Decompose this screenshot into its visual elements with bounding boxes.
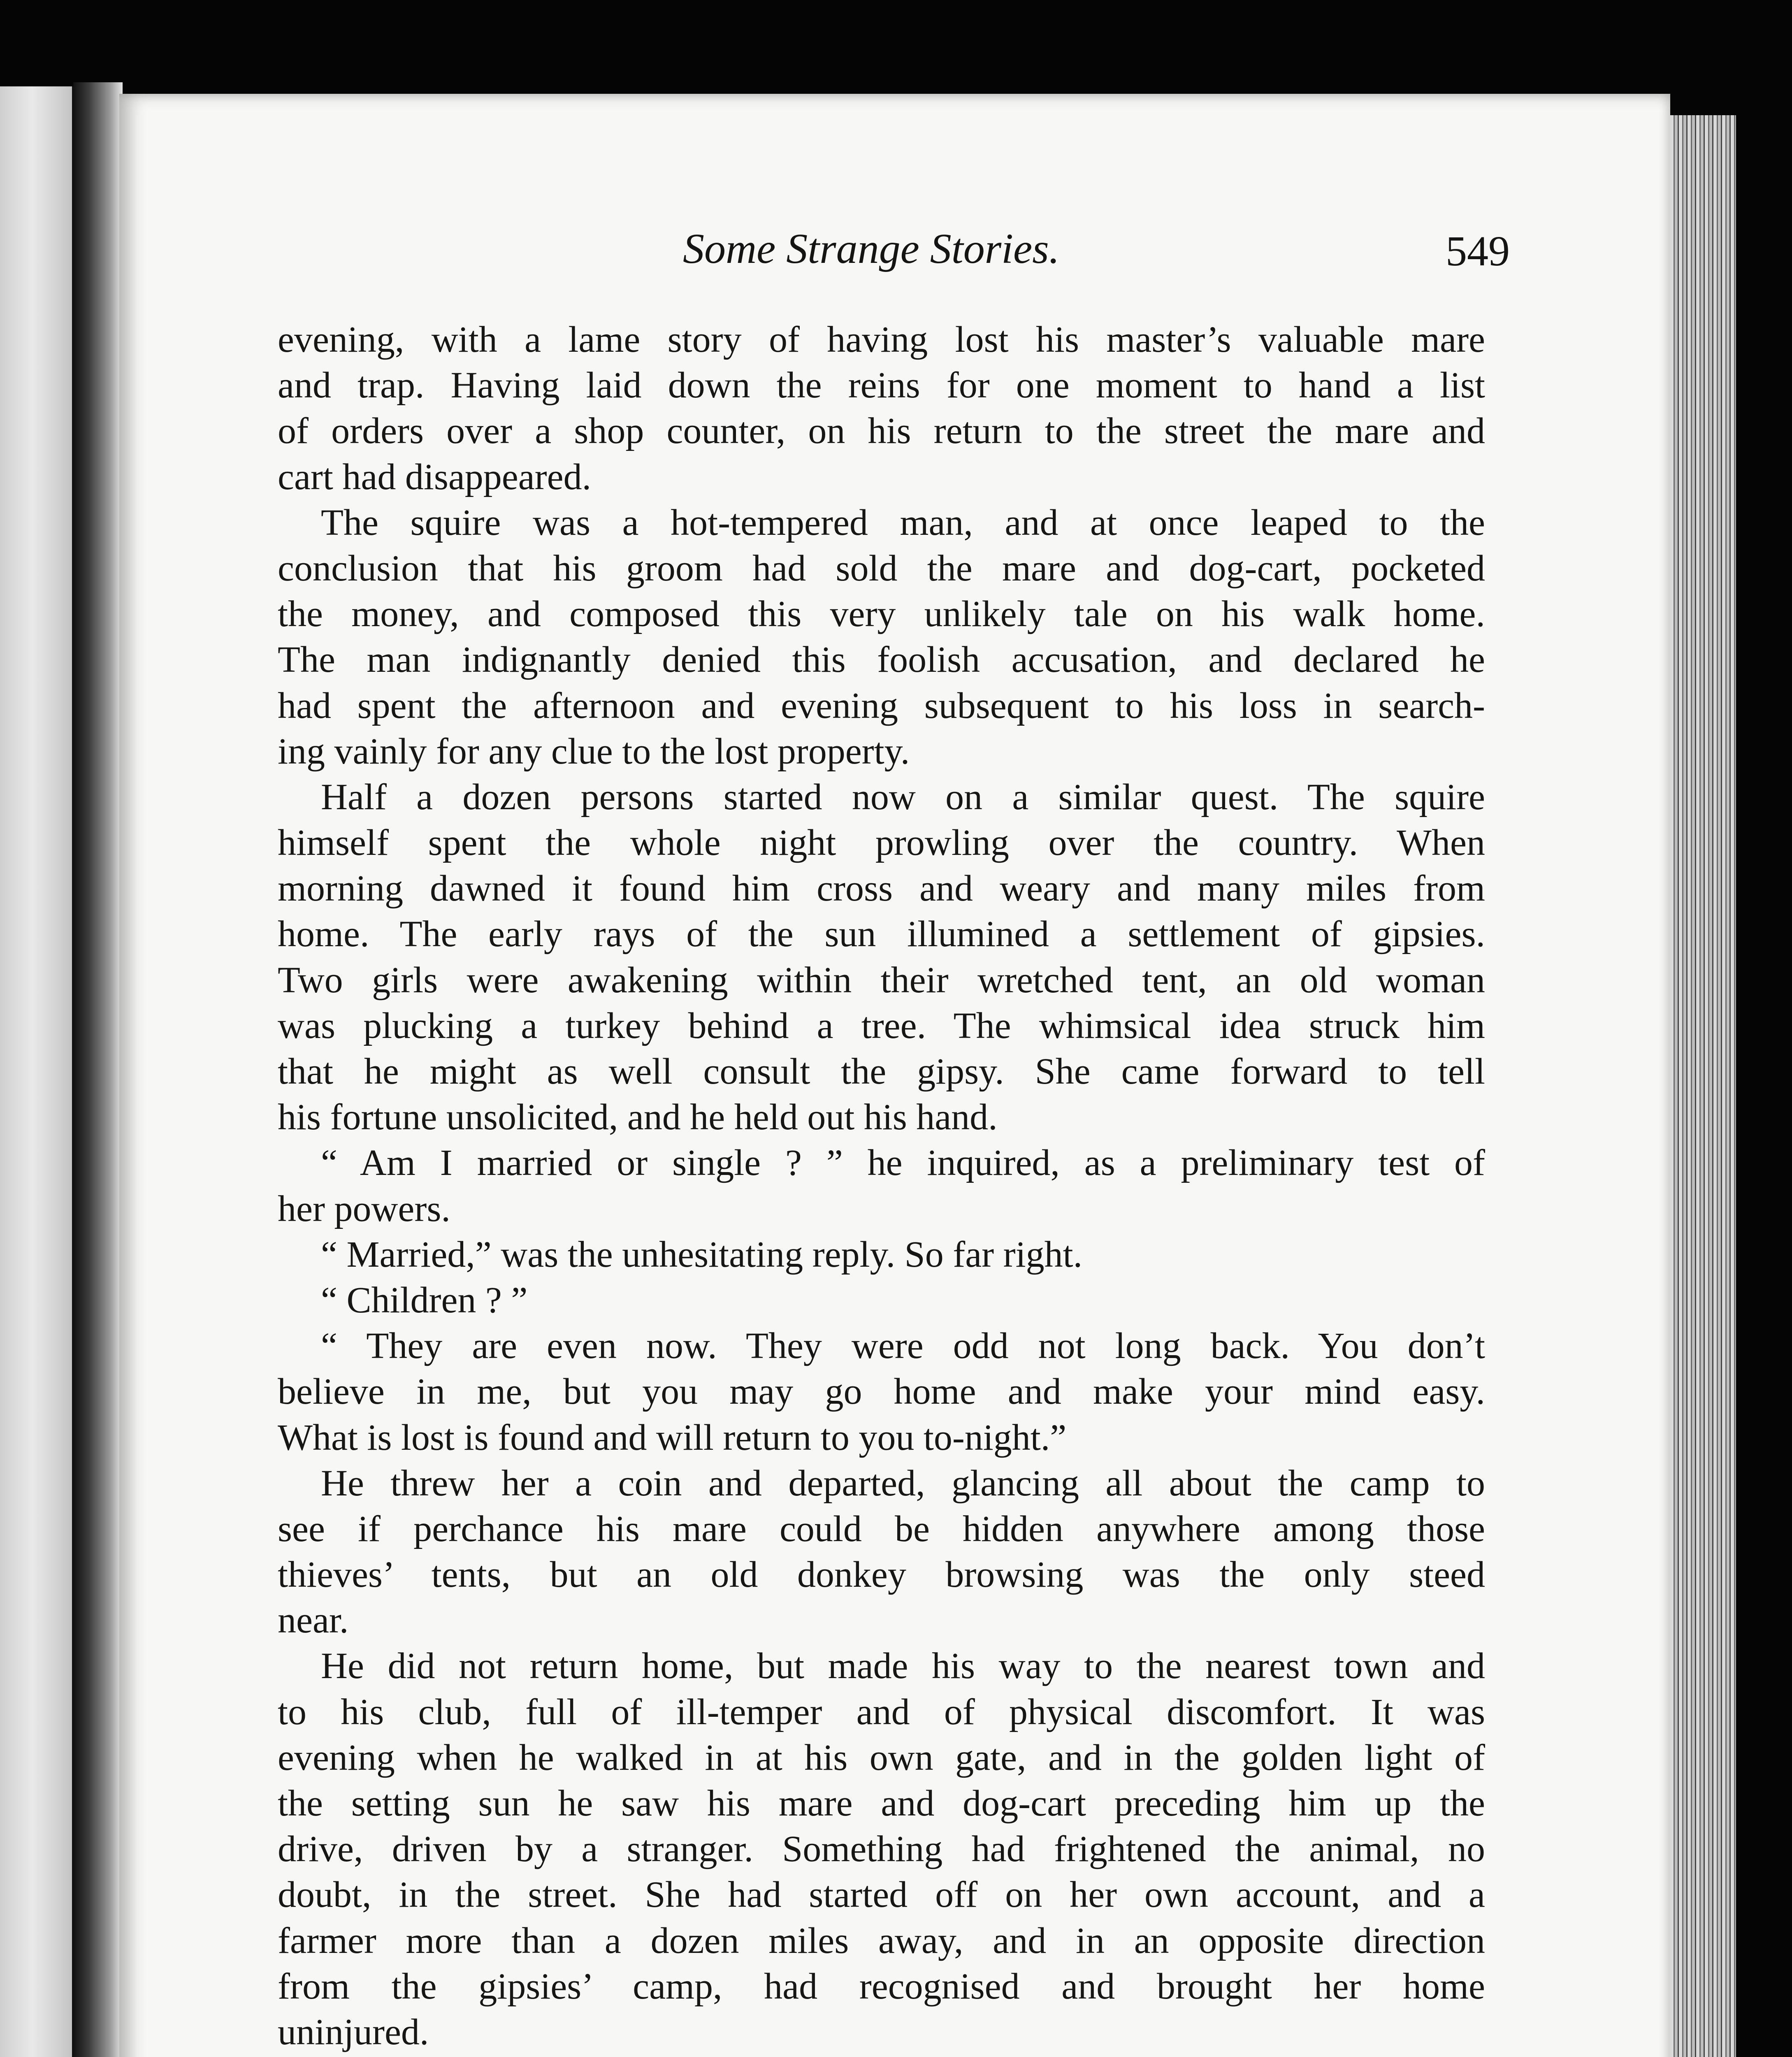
text-line bbox=[278, 2055, 1485, 2057]
text-line: uninjured. bbox=[278, 2011, 429, 2052]
text-line: What is lost is found and will return to you to-night.” bbox=[278, 1417, 1067, 1458]
page-number: 549 bbox=[1446, 228, 1510, 275]
text-line: “ Married,” was the unhesitating reply. So far right. bbox=[321, 1234, 1083, 1275]
text-line: farmer more than a dozen miles away, and in an opposite direction bbox=[278, 1920, 1485, 1961]
text-line: of orders over a shop counter, on his return to the street the mare and bbox=[278, 411, 1485, 452]
text-line: ing vainly for any clue to the lost property. bbox=[278, 731, 910, 772]
text-line: “ They are even now. They were odd not long back. You don’t bbox=[321, 1326, 1485, 1367]
text-line: Half a dozen persons started now on a similar quest. The squire bbox=[321, 776, 1485, 817]
text-line: The squire was a hot-tempered man, and at once leaped to the bbox=[321, 502, 1485, 543]
text-line: evening, with a lame story of having lost his master’s valuable mare bbox=[278, 319, 1485, 360]
text-line: had spent the afternoon and evening subsequent to his loss in search- bbox=[278, 685, 1485, 726]
text-line: thieves’ tents, but an old donkey browsing was the only steed bbox=[278, 1554, 1485, 1595]
text-line: Two girls were awakening within their wretched tent, an old woman bbox=[278, 959, 1485, 1001]
book-gutter bbox=[73, 82, 123, 2057]
text-line: “ Am I married or single ? ” he inquired, as a preliminary test of bbox=[321, 1142, 1485, 1184]
facing-page-edge bbox=[0, 86, 74, 2057]
text-line: He threw her a coin and departed, glancing all about the camp to bbox=[321, 1463, 1485, 1504]
text-line: that he might as well consult the gipsy. She came forward to tell bbox=[278, 1051, 1485, 1092]
text-line: morning dawned it found him cross and weary and many miles from bbox=[278, 868, 1485, 909]
text-line: home. The early rays of the sun illumined a settlement of gipsies. bbox=[278, 914, 1485, 955]
text-line: evening when he walked in at his own gate, and in the golden light of bbox=[278, 1737, 1485, 1778]
text-line: and trap. Having laid down the reins for one moment to hand a list bbox=[278, 365, 1485, 406]
text-line: drive, driven by a stranger. Something had frightened the animal, no bbox=[278, 1829, 1485, 1870]
body-text bbox=[278, 317, 1485, 2057]
page-header bbox=[387, 224, 1510, 286]
stacked-page-edges bbox=[1670, 115, 1736, 2057]
text-line: see if perchance his mare could be hidden anywhere among those bbox=[278, 1508, 1485, 1549]
text-line: conclusion that his groom had sold the mare and dog-cart, pocketed bbox=[278, 548, 1485, 589]
text-line: from the gipsies’ camp, had recognised and brought her home bbox=[278, 1966, 1485, 2007]
text-line: near. bbox=[278, 1600, 349, 1641]
text-line: believe in me, but you may go home and make your mind easy. bbox=[278, 1371, 1485, 1412]
text-line: doubt, in the street. She had started off on her own account, and a bbox=[278, 1874, 1485, 1915]
text-line: himself spent the whole night prowling over the country. When bbox=[278, 822, 1485, 864]
text-line: his fortune unsolicited, and he held out his hand. bbox=[278, 1097, 998, 1138]
text-line: The man indignantly denied this foolish accusation, and declared he bbox=[278, 639, 1485, 680]
text-line: He did not return home, but made his way to the nearest town and bbox=[321, 1646, 1485, 1687]
text-line: the money, and composed this very unlikely tale on his walk home. bbox=[278, 594, 1485, 635]
text-line: the setting sun he saw his mare and dog-cart preceding him up the bbox=[278, 1783, 1485, 1824]
text-line: was plucking a turkey behind a tree. The whimsical idea struck him bbox=[278, 1005, 1485, 1046]
text-line: her powers. bbox=[278, 1188, 450, 1229]
text-line: cart had disappeared. bbox=[278, 456, 592, 497]
text-line: “ Children ? ” bbox=[321, 1279, 528, 1321]
running-title: Some Strange Stories. bbox=[683, 225, 1060, 272]
text-line: to his club, full of ill-temper and of physical discomfort. It was bbox=[278, 1691, 1485, 1732]
